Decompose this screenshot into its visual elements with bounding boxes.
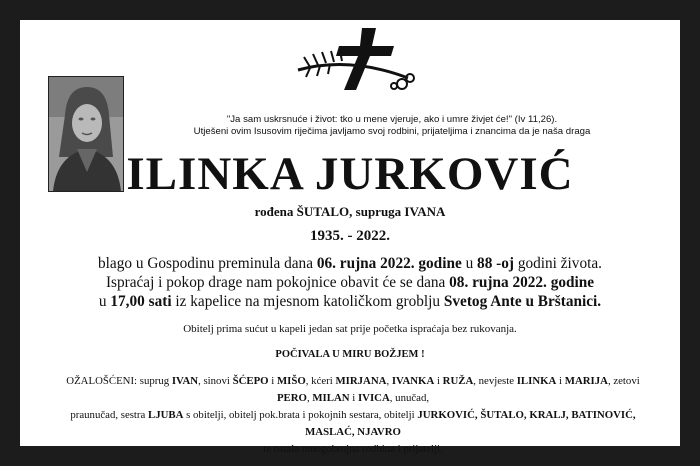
mourners-line: praunučad, sestra LJUBA s obitelji, obitelj pok.brata i pokojnih sestara, obitelji JURKOVIĆ, ŠUTALO, KRALJ, BATINOVIĆ, MASLAĆ, NJAVRO <box>70 409 636 438</box>
mourners-line: OŽALOŠĆENI: suprug IVAN, sinovi ŠĆEPO i MIŠO, kćeri MIRJANA, IVANKA i RUŽA, nevjeste ILINKA i MARIJA, zetovi PERO, MILAN i IVICA, unučad, <box>66 375 640 404</box>
death-date: 06. rujna 2022. godine <box>316 255 462 272</box>
text: blago u Gospodinu preminula dana <box>98 255 317 272</box>
funeral-details <box>60 254 640 311</box>
cemetery: Svetog Ante u Brštanici. <box>443 293 602 310</box>
condolence-note: Obitelj prima sućut u kapeli jedan sat prije početka ispraćaja bez rukovanja. <box>183 323 517 335</box>
intro-line: Utješeni ovim Isusovim riječima javljamo svoj rodbini, prijateljima i znancima da je naša draga <box>193 126 591 137</box>
text: iz kapelice na mjesnom katoličkom groblju <box>171 293 444 310</box>
scripture-quote <box>132 114 652 138</box>
funeral-place-line <box>60 292 640 311</box>
text: Ispraćaj i pokop drage nam pokojnice obavit će se dana <box>105 274 450 291</box>
age: 88 -oj <box>477 255 515 272</box>
funeral-date-line <box>60 273 640 292</box>
deceased-name: ILINKA JURKOVIĆ <box>126 148 574 200</box>
mourners-line: te ostala mnogobrojna rodbina i prijatelji. <box>263 443 443 455</box>
obituary-card <box>20 20 680 455</box>
maiden-name-spouse: rođena ŠUTALO, supruga IVANA <box>254 204 446 219</box>
text: u <box>98 293 111 310</box>
quote-line: "Ja sam uskrsnuće i život: tko u mene vjeruje, ako i umre živjet će!" (Iv 11,26). <box>226 114 558 125</box>
funeral-date: 08. rujna 2022. godine <box>449 274 595 291</box>
cross-with-palm-icon <box>290 26 430 92</box>
rest-in-peace: POČIVALA U MIRU BOŽJEM ! <box>275 349 425 360</box>
funeral-time: 17,00 sati <box>110 293 172 310</box>
life-years: 1935. - 2022. <box>310 228 390 244</box>
text: u <box>461 255 478 272</box>
mourners-list <box>58 373 648 458</box>
death-date-line <box>60 254 640 273</box>
text: godini života. <box>514 255 602 272</box>
